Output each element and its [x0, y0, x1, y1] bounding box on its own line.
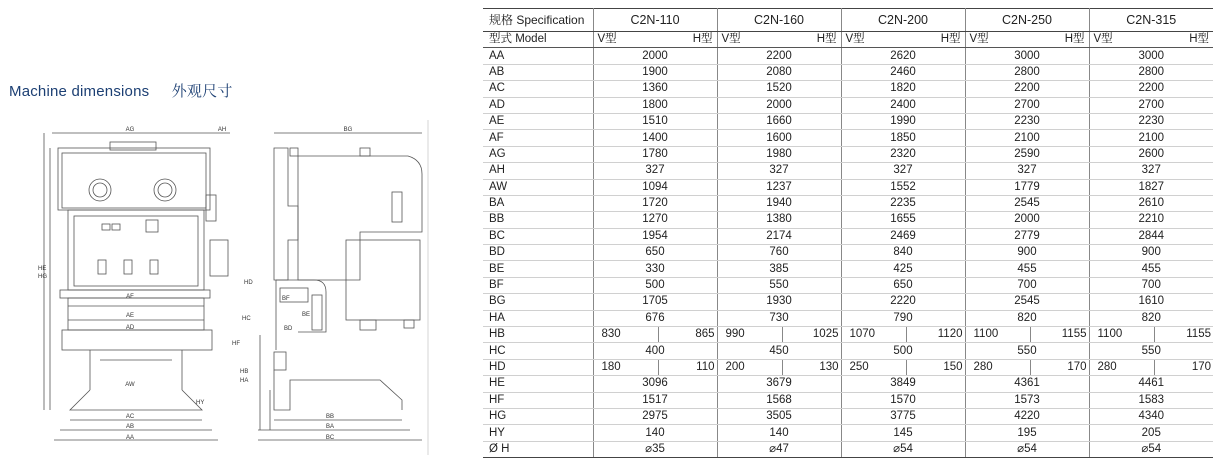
spec-cell: 840	[841, 245, 965, 261]
label-bb: BB	[325, 414, 335, 420]
model-c2n-250: C2N-250	[965, 9, 1089, 32]
spec-cell: 2230	[1089, 113, 1213, 129]
spec-row-label: BA	[483, 195, 593, 211]
label-hf: HF	[232, 341, 240, 347]
label-ab: AB	[125, 424, 135, 430]
spec-cell: 2975	[593, 408, 717, 424]
spec-row-label: AE	[483, 113, 593, 129]
spec-cell: 2700	[965, 97, 1089, 113]
label-he: HE	[38, 266, 47, 272]
spec-cell: 2800	[1089, 64, 1213, 80]
spec-cell: 1237	[717, 179, 841, 195]
v-type: V型	[721, 33, 741, 46]
spec-row-label: HG	[483, 408, 593, 424]
spec-cell: 1980	[717, 146, 841, 162]
spec-row-label: AF	[483, 130, 593, 146]
spec-cell-v: 1070	[850, 327, 907, 342]
spec-row	[483, 179, 1213, 195]
v-type: V型	[845, 33, 865, 46]
spec-row-label: HA	[483, 310, 593, 326]
spec-row	[483, 146, 1213, 162]
spec-row	[483, 327, 1213, 343]
spec-cell: 1820	[841, 81, 965, 97]
spec-cell: 3000	[1089, 48, 1213, 64]
spec-cell: 1827	[1089, 179, 1213, 195]
label-ba: BA	[325, 424, 335, 430]
h-type: H型	[940, 33, 961, 46]
spec-cell: 1779	[965, 179, 1089, 195]
spec-cell-v: 180	[602, 360, 659, 375]
spec-cell: 330	[593, 261, 717, 277]
spec-row	[483, 294, 1213, 310]
spec-cell: 1720	[593, 195, 717, 211]
spec-cell-pair	[717, 327, 841, 343]
section-title	[9, 80, 233, 101]
h-type: H型	[692, 33, 713, 46]
spec-cell: 425	[841, 261, 965, 277]
label-ag: AG	[125, 127, 135, 133]
h-type: H型	[1064, 33, 1085, 46]
spec-cell: 730	[717, 310, 841, 326]
spec-table	[483, 8, 1213, 458]
spec-cell: 1568	[717, 392, 841, 408]
spec-row-label: AH	[483, 163, 593, 179]
spec-row	[483, 195, 1213, 211]
spec-row-label: BG	[483, 294, 593, 310]
section-title-en: Machine dimensions	[9, 83, 150, 100]
spec-cell-v: 250	[850, 360, 907, 375]
spec-cell: 900	[965, 245, 1089, 261]
spec-cell-pair	[1089, 327, 1213, 343]
spec-cell: 2320	[841, 146, 965, 162]
spec-cell: 1400	[593, 130, 717, 146]
spec-cell: 4220	[965, 408, 1089, 424]
spec-cell: 3000	[965, 48, 1089, 64]
spec-cell: 1930	[717, 294, 841, 310]
spec-cell-h: 150	[943, 361, 963, 373]
spec-cell: ⌀54	[1089, 441, 1213, 457]
spec-cell: 455	[965, 261, 1089, 277]
spec-row	[483, 425, 1213, 441]
spec-cell-h: 1025	[812, 328, 839, 341]
spec-cell: 1660	[717, 113, 841, 129]
spec-cell: 2080	[717, 64, 841, 80]
spec-row	[483, 130, 1213, 146]
spec-row-label: HC	[483, 343, 593, 359]
spec-cell-h: 170	[1191, 361, 1211, 373]
spec-cell: 500	[841, 343, 965, 359]
spec-cell: 140	[593, 425, 717, 441]
spec-cell: 550	[717, 277, 841, 293]
spec-cell-pair	[965, 359, 1089, 375]
h-type: H型	[1189, 33, 1209, 46]
spec-cell-h: 1155	[1061, 328, 1087, 341]
spec-cell-v: 1100	[974, 327, 1031, 342]
spec-cell-v: 830	[602, 327, 659, 342]
spec-cell: 140	[717, 425, 841, 441]
spec-cell: 1850	[841, 130, 965, 146]
spec-row	[483, 48, 1213, 64]
spec-row	[483, 359, 1213, 375]
model-c2n-200: C2N-200	[841, 9, 965, 32]
spec-cell: 2200	[717, 48, 841, 64]
spec-cell: 1517	[593, 392, 717, 408]
spec-cell: 1900	[593, 64, 717, 80]
spec-header-row	[483, 9, 1213, 32]
spec-cell: 2620	[841, 48, 965, 64]
label-ad: AD	[125, 325, 135, 331]
spec-cell: 820	[1089, 310, 1213, 326]
spec-cell: 2469	[841, 228, 965, 244]
spec-cell: 2100	[965, 130, 1089, 146]
spec-cell: 2000	[717, 97, 841, 113]
spec-cell: 3679	[717, 376, 841, 392]
spec-cell: 790	[841, 310, 965, 326]
label-ah: AH	[217, 127, 227, 133]
spec-cell: 3096	[593, 376, 717, 392]
spec-cell: 900	[1089, 245, 1213, 261]
section-title-zh: 外观尺寸	[171, 83, 233, 100]
front-view	[44, 133, 230, 440]
spec-row	[483, 310, 1213, 326]
spec-cell: 676	[593, 310, 717, 326]
spec-cell-pair	[841, 327, 965, 343]
label-ae: AE	[125, 313, 135, 319]
spec-row-label: AW	[483, 179, 593, 195]
spec-cell-h: 170	[1067, 361, 1087, 373]
label-hb: HB	[240, 369, 249, 375]
spec-cell: 550	[965, 343, 1089, 359]
spec-cell-pair	[1089, 359, 1213, 375]
label-bg: BG	[343, 127, 353, 133]
spec-cell: 2460	[841, 64, 965, 80]
label-af: AF	[126, 294, 134, 300]
spec-cell: ⌀54	[965, 441, 1089, 457]
spec-cell: 1570	[841, 392, 965, 408]
spec-cell: 650	[593, 245, 717, 261]
spec-cell: 2200	[965, 81, 1089, 97]
spec-cell: 1552	[841, 179, 965, 195]
spec-row	[483, 408, 1213, 424]
label-hy: HY	[196, 400, 205, 406]
spec-cell: 3849	[841, 376, 965, 392]
v-type: V型	[969, 33, 989, 46]
spec-row	[483, 392, 1213, 408]
spec-cell-v: 280	[1098, 360, 1155, 375]
spec-cell-v: 200	[726, 360, 783, 375]
spec-cell: 2590	[965, 146, 1089, 162]
spec-cell-h: 130	[819, 361, 839, 373]
spec-cell: 1583	[1089, 392, 1213, 408]
spec-row-label: BD	[483, 245, 593, 261]
spec-row-label: HB	[483, 327, 593, 343]
spec-cell: 700	[1089, 277, 1213, 293]
spec-row	[483, 441, 1213, 457]
spec-cell: 327	[593, 163, 717, 179]
label-ac: AC	[125, 414, 135, 420]
label-bc: BC	[325, 435, 335, 441]
spec-cell: ⌀54	[841, 441, 965, 457]
label-bf: BF	[282, 296, 290, 302]
spec-row-label: HY	[483, 425, 593, 441]
spec-cell-h: 1155	[1186, 328, 1211, 341]
model-type-label: 型式 Model	[483, 32, 593, 48]
spec-cell-pair	[841, 359, 965, 375]
spec-cell: 1954	[593, 228, 717, 244]
spec-row-label: AA	[483, 48, 593, 64]
spec-row-label: AB	[483, 64, 593, 80]
spec-cell-pair	[717, 359, 841, 375]
spec-cell: 4461	[1089, 376, 1213, 392]
spec-row	[483, 261, 1213, 277]
spec-cell: 760	[717, 245, 841, 261]
spec-cell: 455	[1089, 261, 1213, 277]
spec-row	[483, 212, 1213, 228]
spec-row	[483, 81, 1213, 97]
spec-cell: 2779	[965, 228, 1089, 244]
v-type: V型	[1093, 33, 1113, 46]
spec-cell: 2844	[1089, 228, 1213, 244]
spec-cell: 1780	[593, 146, 717, 162]
spec-cell: 1360	[593, 81, 717, 97]
spec-cell: 2545	[965, 294, 1089, 310]
spec-cell-pair	[593, 327, 717, 343]
spec-row-label: AC	[483, 81, 593, 97]
spec-cell: 500	[593, 277, 717, 293]
label-hg: HG	[38, 274, 47, 280]
label-hd: HD	[244, 280, 253, 286]
spec-cell: 1800	[593, 97, 717, 113]
spec-cell-h: 1120	[937, 328, 963, 341]
spec-cell: 1600	[717, 130, 841, 146]
spec-cell: 2545	[965, 195, 1089, 211]
label-ha: HA	[240, 378, 249, 384]
spec-cell: 327	[841, 163, 965, 179]
spec-cell-v: 280	[974, 360, 1031, 375]
spec-cell: 1610	[1089, 294, 1213, 310]
spec-row-label: BE	[483, 261, 593, 277]
spec-cell-h: 865	[695, 328, 715, 341]
spec-row	[483, 245, 1213, 261]
spec-row	[483, 97, 1213, 113]
spec-cell: 2230	[965, 113, 1089, 129]
spec-row-label: BB	[483, 212, 593, 228]
h-type: H型	[816, 33, 837, 46]
spec-cell: 1705	[593, 294, 717, 310]
spec-row	[483, 277, 1213, 293]
spec-cell: 2100	[1089, 130, 1213, 146]
spec-row	[483, 343, 1213, 359]
spec-cell: 327	[965, 163, 1089, 179]
spec-cell: ⌀47	[717, 441, 841, 457]
spec-row-label: HE	[483, 376, 593, 392]
spec-row-label: BC	[483, 228, 593, 244]
label-be: BE	[302, 312, 311, 318]
spec-row	[483, 376, 1213, 392]
model-c2n-110: C2N-110	[593, 9, 717, 32]
spec-cell-pair	[965, 327, 1089, 343]
spec-cell-h: 110	[696, 361, 715, 373]
spec-cell: 1655	[841, 212, 965, 228]
spec-row-label: HF	[483, 392, 593, 408]
spec-cell: 1510	[593, 113, 717, 129]
spec-header-label: 规格 Specification	[483, 9, 593, 32]
label-hc: HC	[242, 316, 251, 322]
spec-row-label: HD	[483, 359, 593, 375]
spec-cell-v: 990	[726, 327, 783, 342]
spec-cell: 327	[1089, 163, 1213, 179]
spec-cell: 4340	[1089, 408, 1213, 424]
spec-cell: 700	[965, 277, 1089, 293]
spec-cell: 1094	[593, 179, 717, 195]
label-aw: AW	[125, 382, 135, 388]
spec-row-label: AG	[483, 146, 593, 162]
spec-cell: 2210	[1089, 212, 1213, 228]
model-type-row	[483, 32, 1213, 48]
spec-cell: 327	[717, 163, 841, 179]
spec-cell: 650	[841, 277, 965, 293]
spec-cell: 2700	[1089, 97, 1213, 113]
spec-cell: 3505	[717, 408, 841, 424]
spec-cell: 205	[1089, 425, 1213, 441]
spec-cell: 3775	[841, 408, 965, 424]
spec-cell: 2220	[841, 294, 965, 310]
spec-cell-v: 1100	[1098, 327, 1155, 342]
spec-row	[483, 113, 1213, 129]
spec-cell: ⌀35	[593, 441, 717, 457]
label-bd: BD	[284, 326, 293, 332]
spec-row-label: Ø H	[483, 441, 593, 457]
spec-cell: 2610	[1089, 195, 1213, 211]
spec-cell: 1573	[965, 392, 1089, 408]
spec-cell: 2200	[1089, 81, 1213, 97]
spec-row	[483, 228, 1213, 244]
spec-cell: 1940	[717, 195, 841, 211]
model-c2n-160: C2N-160	[717, 9, 841, 32]
model-c2n-315: C2N-315	[1089, 9, 1213, 32]
spec-cell: 4361	[965, 376, 1089, 392]
spec-cell: 1270	[593, 212, 717, 228]
spec-cell: 2000	[593, 48, 717, 64]
side-view	[258, 133, 422, 440]
spec-row-label: AD	[483, 97, 593, 113]
machine-drawing	[30, 120, 430, 455]
spec-cell: 820	[965, 310, 1089, 326]
spec-cell: 195	[965, 425, 1089, 441]
spec-row	[483, 64, 1213, 80]
label-aa: AA	[125, 435, 135, 441]
v-type: V型	[597, 33, 617, 46]
spec-cell: 2600	[1089, 146, 1213, 162]
spec-cell: 400	[593, 343, 717, 359]
spec-cell: 2400	[841, 97, 965, 113]
spec-cell: 2800	[965, 64, 1089, 80]
spec-cell-pair	[593, 359, 717, 375]
spec-cell: 1380	[717, 212, 841, 228]
spec-cell: 450	[717, 343, 841, 359]
spec-row-label: BF	[483, 277, 593, 293]
spec-cell: 2000	[965, 212, 1089, 228]
spec-cell: 1520	[717, 81, 841, 97]
spec-cell: 1990	[841, 113, 965, 129]
spec-cell: 550	[1089, 343, 1213, 359]
spec-cell: 145	[841, 425, 965, 441]
spec-cell: 385	[717, 261, 841, 277]
spec-cell: 2235	[841, 195, 965, 211]
spec-cell: 2174	[717, 228, 841, 244]
spec-row	[483, 163, 1213, 179]
